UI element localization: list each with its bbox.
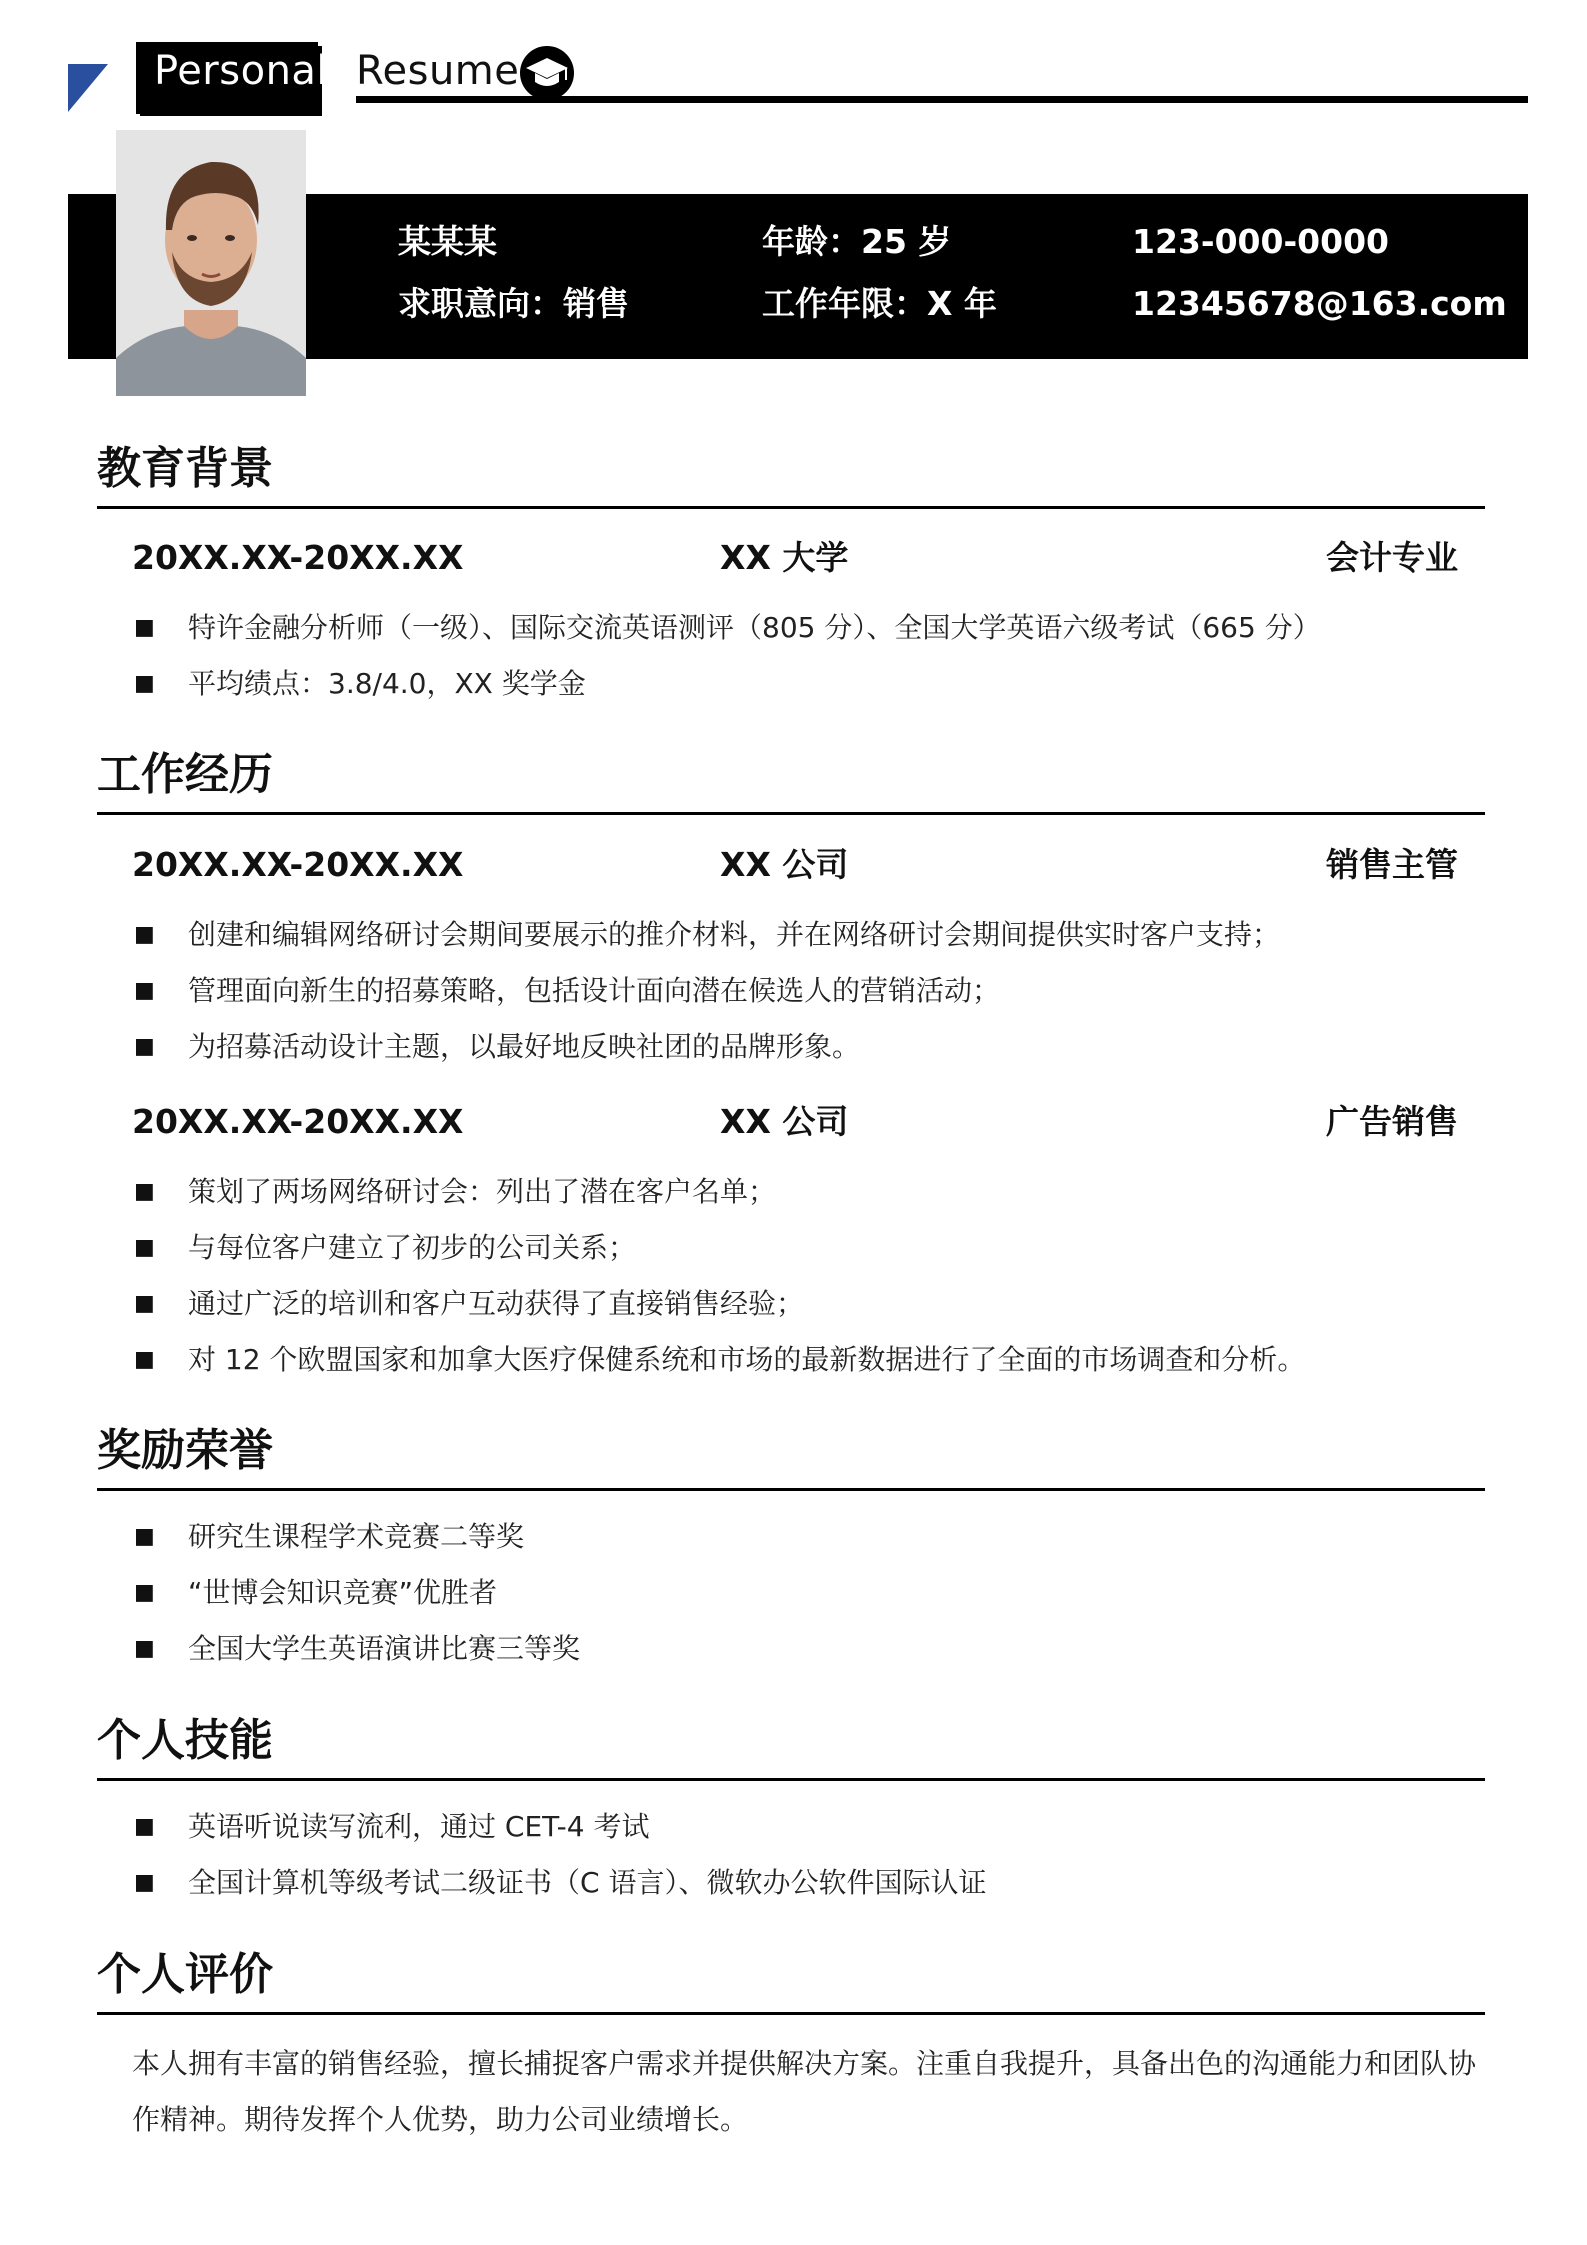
education-title: 教育背景 [97,443,273,494]
header-resume: Resume [356,48,520,94]
bullet-icon: ■ [134,1580,155,1605]
job-bullet: 通过广泛的培训和客户互动获得了直接销售经验； [188,1287,805,1320]
bullet-icon: ■ [134,1347,155,1372]
bullet-icon: ■ [134,1034,155,1059]
evaluation-title: 个人评价 [97,1949,273,2000]
job-role: 广告销售 [1326,1102,1458,1141]
header-personal: Personal [136,42,318,114]
job-bullet: 创建和编辑网络研讨会期间要展示的推介材料，并在网络研讨会期间提供实时客户支持； [188,918,1281,951]
bullet-icon: ■ [134,1235,155,1260]
job-company: XX 公司 [720,1102,849,1141]
profile-phone: 123-000-0000 [1132,222,1390,261]
bullet-icon: ■ [134,1291,155,1316]
job-bullet: 对 12 个欧盟国家和加拿大医疗保健系统和市场的最新数据进行了全面的市场调查和分析。 [188,1343,1306,1376]
job-bullet: 与每位客户建立了初步的公司关系； [188,1231,637,1264]
profile-years: 工作年限：X 年 [762,284,997,323]
job-role: 销售主管 [1326,845,1458,884]
job-bullet: 为招募活动设计主题，以最好地反映社团的品牌形象。 [188,1030,861,1063]
profile-photo [116,130,306,396]
award-item: 研究生课程学术竞赛二等奖 [188,1520,525,1553]
profile-email: 12345678@163.com [1132,284,1507,323]
skill-item: 全国计算机等级考试二级证书（C 语言）、微软办公软件国际认证 [188,1866,987,1899]
bullet-icon: ■ [134,1870,155,1895]
awards-title: 奖励荣誉 [97,1425,273,1476]
bullet-icon: ■ [134,1179,155,1204]
education-rule [97,506,1485,509]
header-accent-triangle [68,64,108,112]
header-rule [356,96,1528,103]
award-item: 全国大学生英语演讲比赛三等奖 [188,1632,581,1665]
job-company: XX 公司 [720,845,849,884]
bullet-icon: ■ [134,615,155,640]
bullet-icon: ■ [134,1524,155,1549]
work-title: 工作经历 [97,749,273,800]
education-bullet: 特许金融分析师（一级）、国际交流英语测评（805 分）、全国大学英语六级考试（665 分） [188,611,1321,644]
job-period: 20XX.XX-20XX.XX [132,1102,464,1141]
profile-age: 年龄：25 岁 [762,222,952,261]
profile-objective: 求职意向：销售 [398,284,629,323]
award-item: “世博会知识竞赛”优胜者 [188,1576,498,1609]
education-period: 20XX.XX-20XX.XX [132,538,464,577]
job-bullet: 策划了两场网络研讨会：列出了潜在客户名单； [188,1175,777,1208]
skills-rule [97,1778,1485,1781]
education-school: XX 大学 [720,538,849,577]
bullet-icon: ■ [134,671,155,696]
job-period: 20XX.XX-20XX.XX [132,845,464,884]
skill-item: 英语听说读写流利，通过 CET-4 考试 [188,1810,650,1843]
skills-title: 个人技能 [97,1715,273,1766]
profile-name: 某某某 [398,222,497,261]
bullet-icon: ■ [134,1814,155,1839]
evaluation-text: 本人拥有丰富的销售经验，擅长捕捉客户需求并提供解决方案。注重自我提升，具备出色的沟通能力和团队协作精神。期待发挥个人优势，助力公司业绩增长。 [132,2047,1477,2136]
job-bullet: 管理面向新生的招募策略，包括设计面向潜在候选人的营销活动； [188,974,1001,1007]
work-rule [97,812,1485,815]
bullet-icon: ■ [134,1636,155,1661]
graduation-cap-icon [518,44,576,102]
evaluation-rule [97,2012,1485,2015]
bullet-icon: ■ [134,922,155,947]
bullet-icon: ■ [134,978,155,1003]
education-major: 会计专业 [1326,538,1458,577]
awards-rule [97,1488,1485,1491]
education-bullet: 平均绩点：3.8/4.0，XX 奖学金 [188,667,586,700]
